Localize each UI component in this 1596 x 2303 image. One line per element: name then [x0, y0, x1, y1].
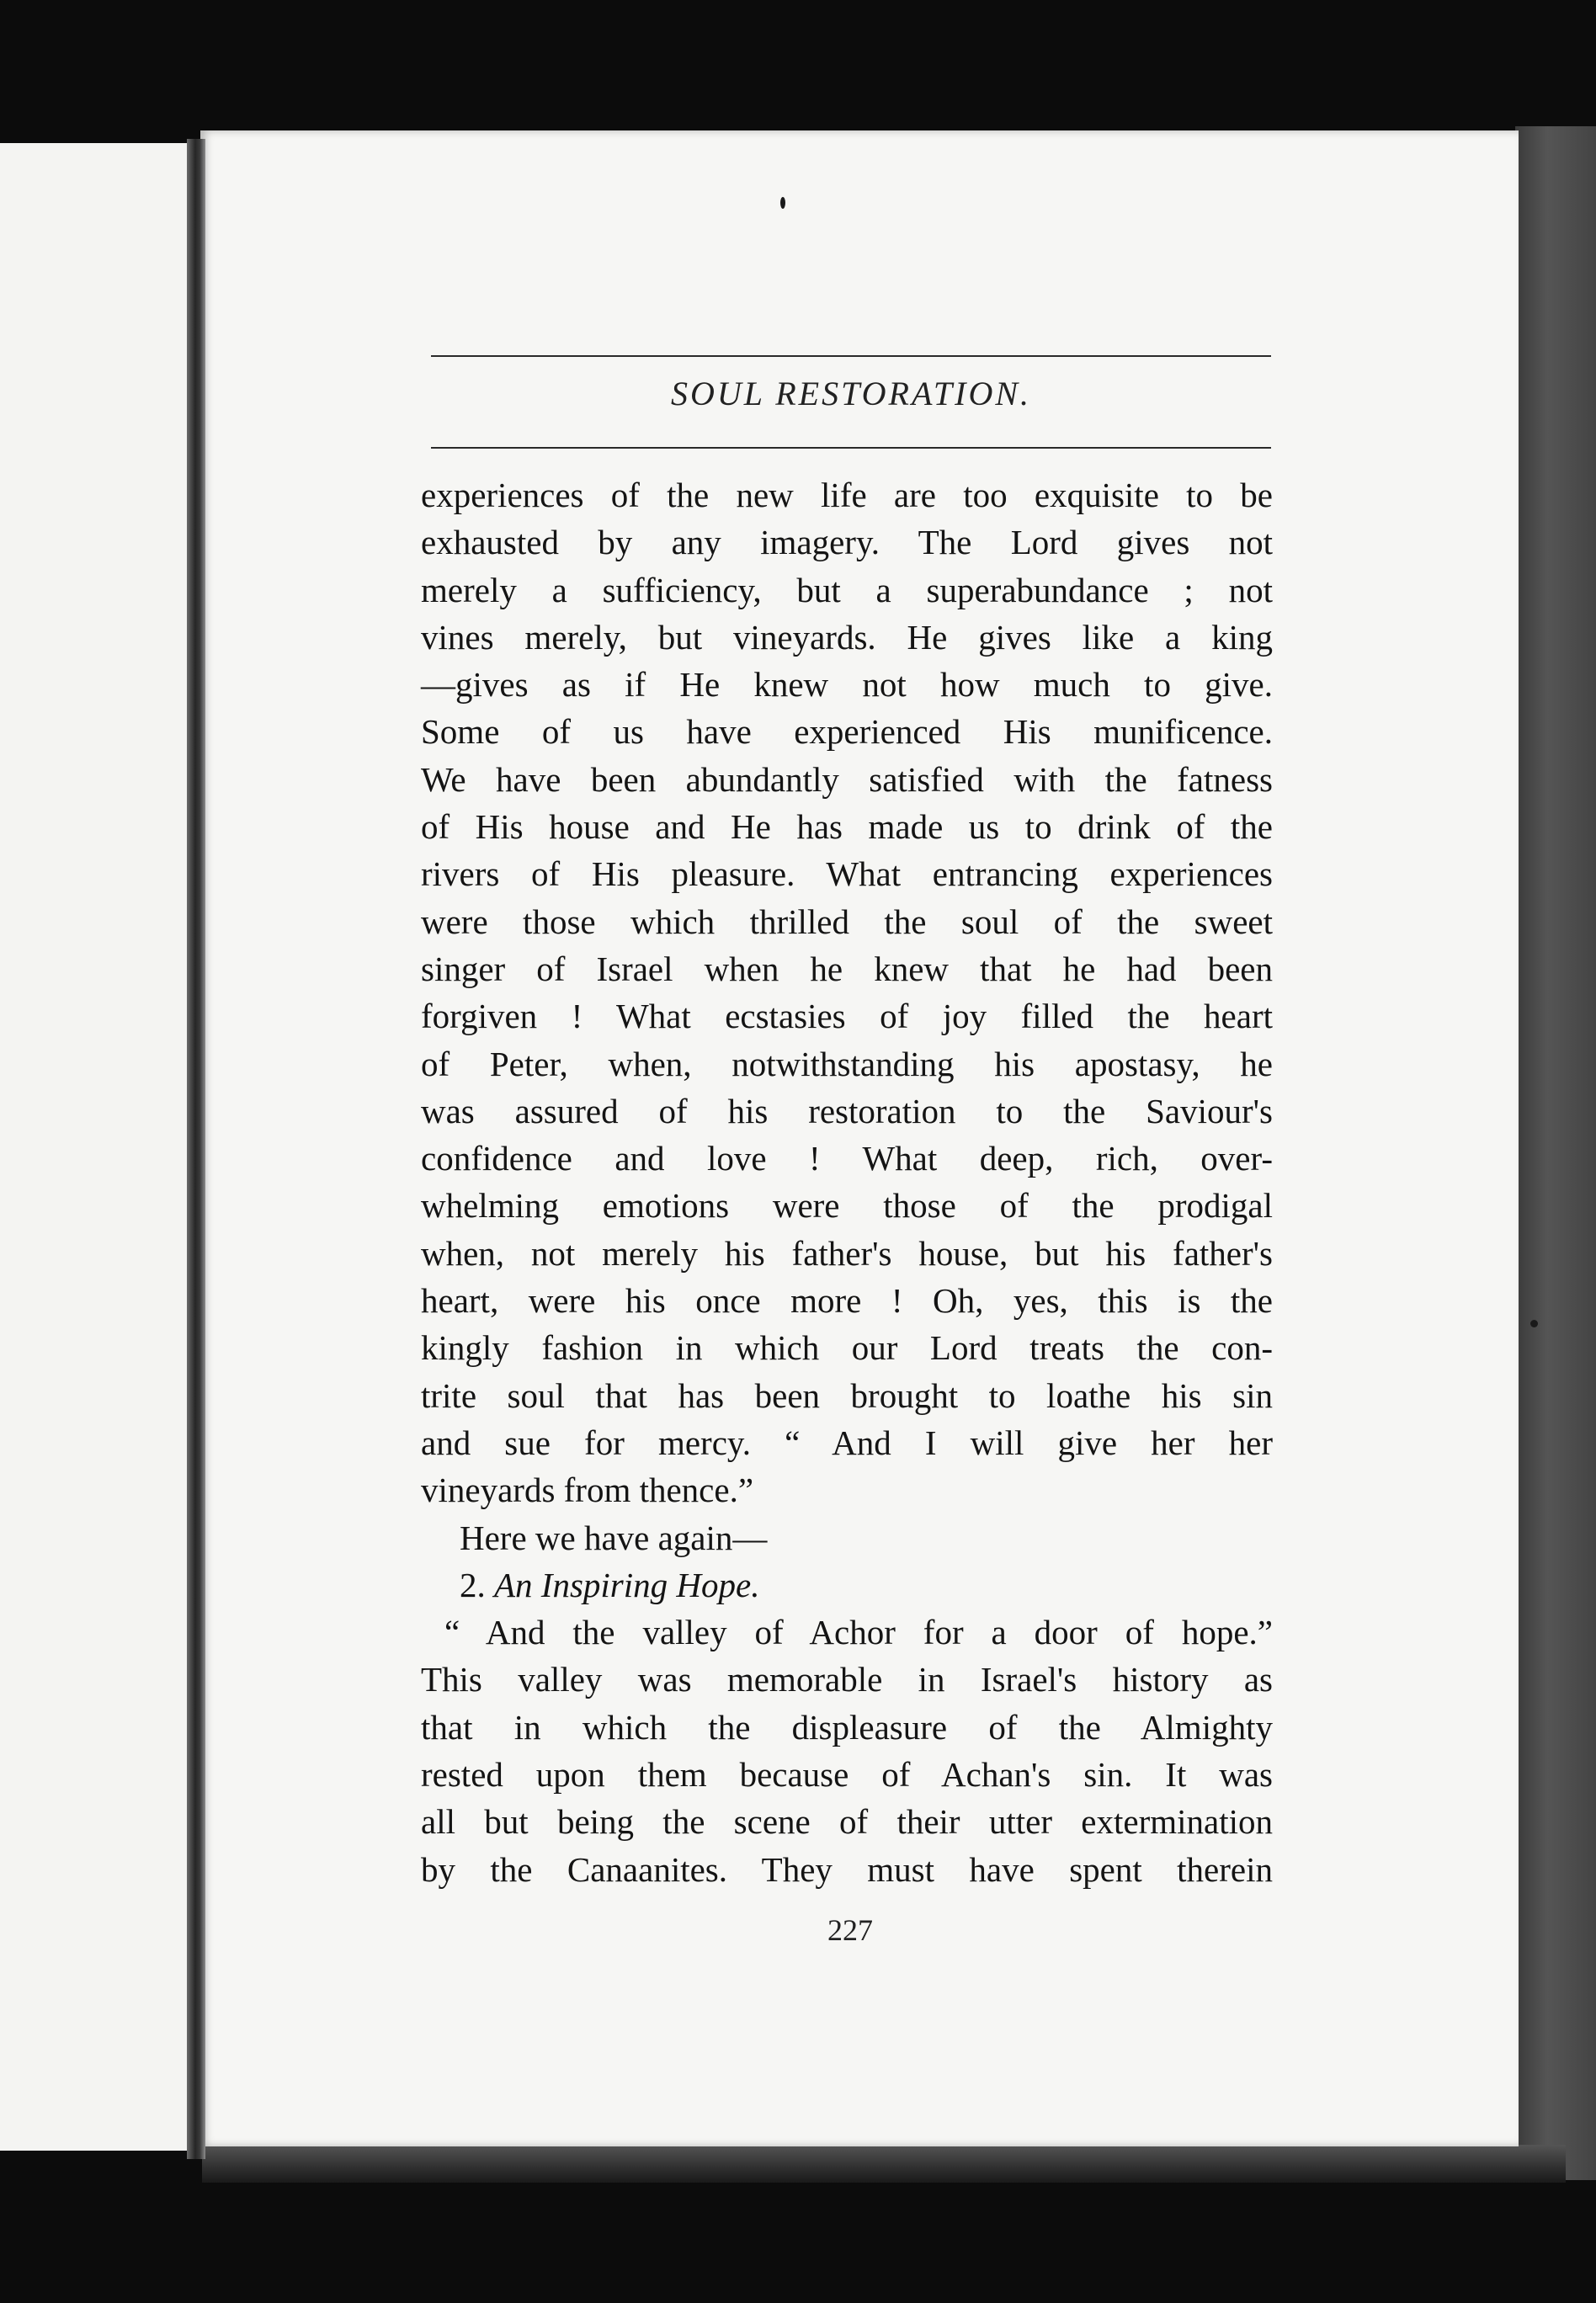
text-line: We have been abundantly satisfied with the fatness	[421, 759, 1273, 799]
text-line: kingly fashion in which our Lord treats the con-	[421, 1328, 1273, 1368]
text-line: “ And the valley of Achor for a door of hope.”	[444, 1613, 1273, 1652]
page-number: 227	[827, 1913, 873, 1947]
text-line: rivers of His pleasure. What entrancing experiences	[421, 854, 1273, 894]
text-line: experiences of the new life are too exquisite to be	[421, 476, 1273, 514]
text-line: —gives as if He knew not how much to give.	[421, 665, 1273, 705]
text-line: confidence and love ! What deep, rich, over-	[421, 1139, 1273, 1178]
text-line: trite soul that has been brought to loathe his sin	[421, 1375, 1273, 1415]
transition-line: Here we have again—	[460, 1518, 768, 1557]
dust-speck	[780, 197, 785, 209]
section-heading	[421, 1561, 1273, 1609]
dust-speck	[1530, 1320, 1538, 1327]
text-line: that in which the displeasure of the Almighty	[421, 1707, 1273, 1747]
text-line: merely a sufficiency, but a superabundance ; not	[421, 570, 1273, 609]
text-line: Some of us have experienced His munificence.	[421, 712, 1273, 752]
text-line: singer of Israel when he knew that he had been	[421, 949, 1273, 988]
bottom-book-cover	[202, 2145, 1566, 2183]
text-line: vineyards from thence.”	[421, 1471, 754, 1510]
text-line: of His house and He has made us to drink of the	[421, 807, 1273, 847]
text-line: rested upon them because of Achan's sin. It was	[421, 1755, 1273, 1795]
section-number: 2.	[460, 1565, 486, 1604]
text-line: whelming emotions were those of the prodigal	[421, 1186, 1273, 1226]
text-line: when, not merely his father's house, but his father's	[421, 1233, 1273, 1273]
book-spine	[187, 139, 205, 2159]
section-title: An Inspiring Hope.	[494, 1565, 760, 1604]
text-line: vines merely, but vineyards. He gives like a king	[421, 617, 1273, 657]
header-rule-top	[431, 355, 1271, 357]
text-line: and sue for mercy. “ And I will give her her	[421, 1423, 1273, 1462]
left-page-edge	[0, 143, 192, 2151]
running-head: SOUL RESTORATION.	[670, 375, 1032, 412]
text-line: heart, were his once more ! Oh, yes, this is the	[421, 1281, 1273, 1321]
text-line: by the Canaanites. They must have spent therein	[421, 1849, 1273, 1889]
body-text	[421, 471, 1273, 1893]
text-line: all but being the scene of their utter extermination	[421, 1802, 1273, 1842]
text-line: was assured of his restoration to the Saviour's	[421, 1091, 1273, 1130]
header-rule-bottom	[431, 447, 1271, 449]
right-book-cover	[1515, 126, 1596, 2180]
text-line: This valley was memorable in Israel's history as	[421, 1660, 1273, 1699]
text-line: forgiven ! What ecstasies of joy filled the heart	[421, 997, 1273, 1036]
text-line: exhausted by any imagery. The Lord gives not	[421, 523, 1273, 562]
text-line: of Peter, when, notwithstanding his apostasy, he	[421, 1044, 1273, 1083]
text-line: were those which thrilled the soul of the sweet	[421, 902, 1273, 941]
